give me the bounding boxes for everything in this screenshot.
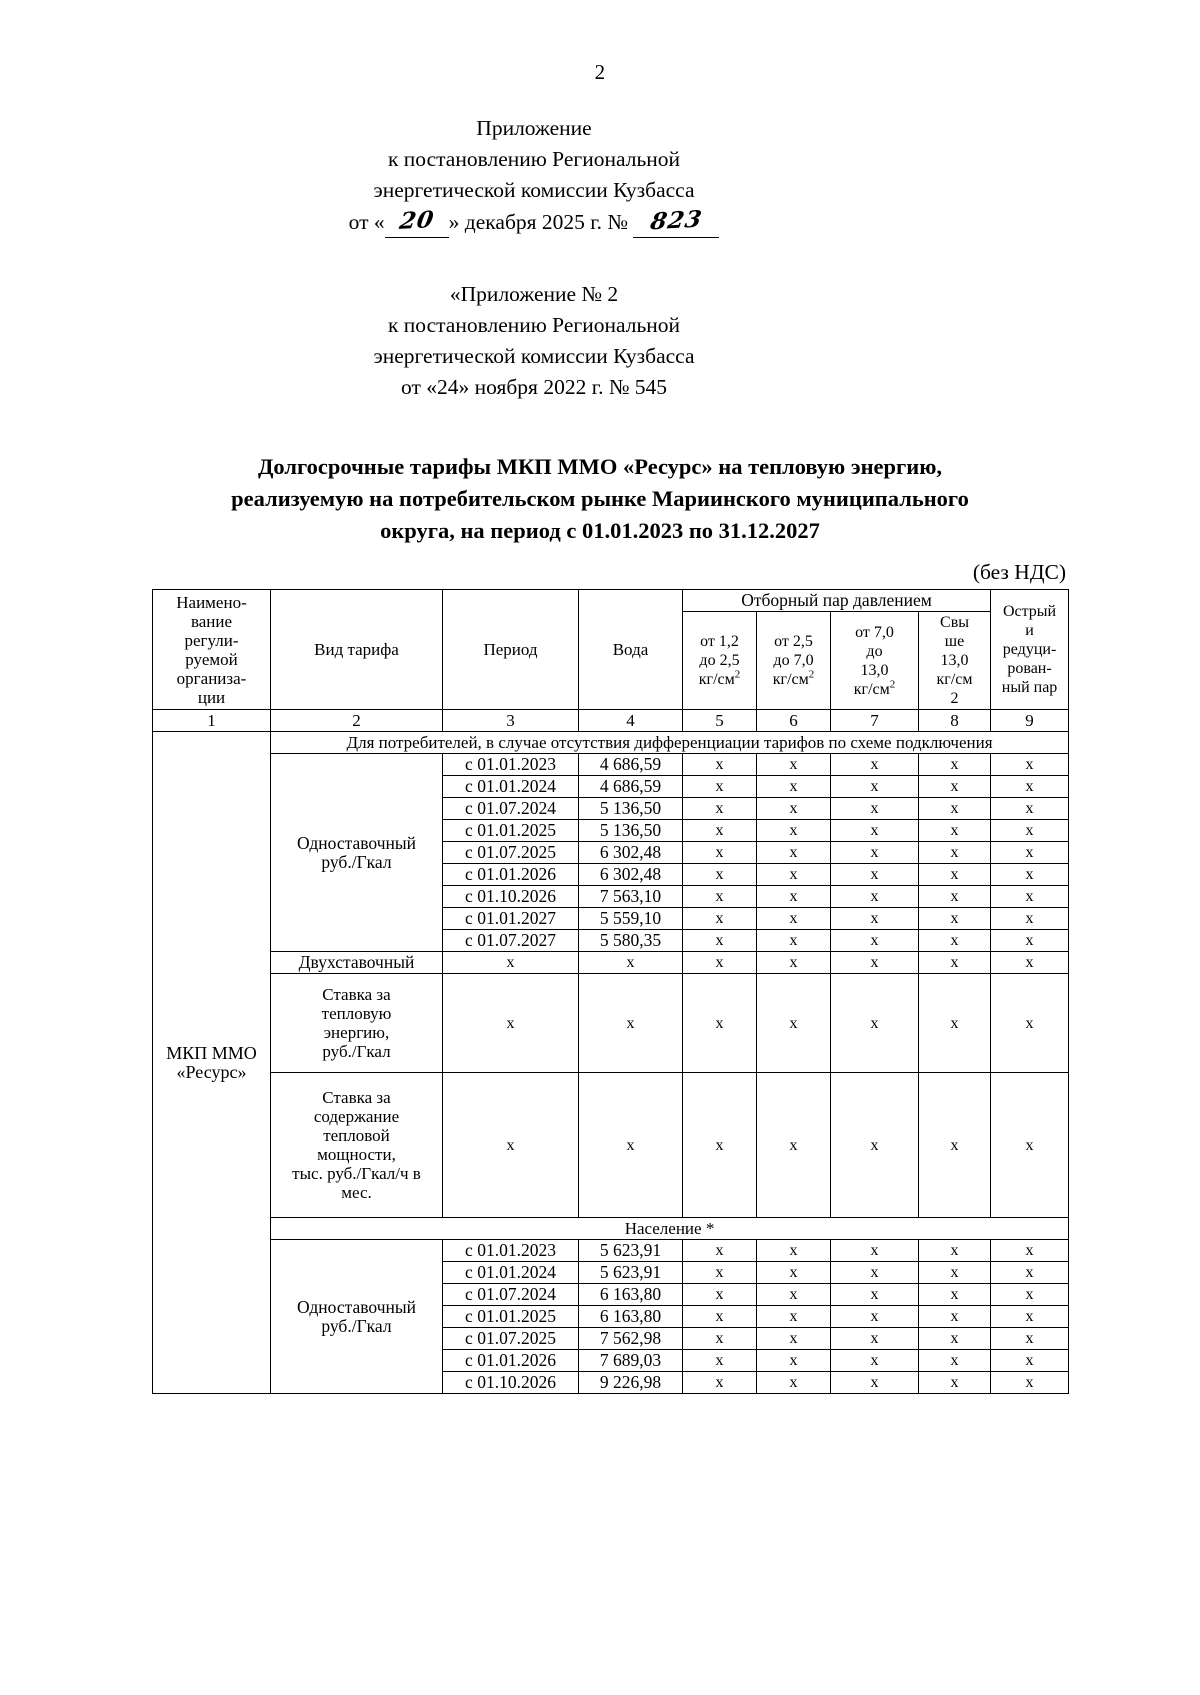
cell-water: 5 623,91 — [579, 1240, 683, 1262]
cell-water: x — [579, 1073, 683, 1218]
section-row-population — [153, 1218, 1069, 1240]
th-s1-line-1: от 1,2 — [700, 633, 739, 650]
cell-water: 4 686,59 — [579, 754, 683, 776]
cell-sharp-steam: x — [991, 1372, 1069, 1394]
cell-period: с 01.01.2026 — [443, 1350, 579, 1372]
table-row-energy-rate — [153, 974, 1069, 1073]
cell-steam-4: x — [919, 754, 991, 776]
cell-water: 5 623,91 — [579, 1262, 683, 1284]
cell-water: x — [579, 974, 683, 1073]
cell-steam-4: x — [919, 930, 991, 952]
cell-water: 7 563,10 — [579, 886, 683, 908]
cell-water: 7 689,03 — [579, 1350, 683, 1372]
cell-steam-4: x — [919, 1372, 991, 1394]
cell-water: 7 562,98 — [579, 1328, 683, 1350]
cell-tariff-type-single-consumers — [271, 754, 443, 952]
org-name-line-2: «Ресурс» — [176, 1061, 247, 1082]
document-title — [0, 451, 1200, 547]
cell-period: с 01.01.2023 — [443, 754, 579, 776]
tariff-table — [152, 589, 1069, 1394]
colnum-5: 5 — [683, 710, 757, 732]
cell-steam-1: x — [683, 842, 757, 864]
cell-steam-4: x — [919, 974, 991, 1073]
th-org-line-6: ции — [197, 687, 226, 707]
cell-steam-1: x — [683, 930, 757, 952]
colnum-2: 2 — [271, 710, 443, 732]
cell-sharp-steam: x — [991, 798, 1069, 820]
cell-sharp-steam: x — [991, 820, 1069, 842]
cell-steam-1: x — [683, 798, 757, 820]
cell-steam-1: x — [683, 776, 757, 798]
cell-steam-4: x — [919, 1073, 991, 1218]
header-blocks — [0, 113, 1200, 403]
cell-steam-3: x — [831, 952, 919, 974]
th-s4-line-1: Свы — [940, 614, 969, 631]
cell-steam-4: x — [919, 1328, 991, 1350]
cell-steam-3: x — [831, 1328, 919, 1350]
header-row-column-numbers — [153, 710, 1069, 732]
th-s3-line-2: до — [866, 642, 883, 660]
colnum-1: 1 — [153, 710, 271, 732]
handwritten-number-value: 823 — [648, 205, 705, 236]
cell-steam-4: x — [919, 1306, 991, 1328]
table-row-double-rate — [153, 952, 1069, 974]
cell-steam-1: x — [683, 886, 757, 908]
cell-organization-name — [153, 732, 271, 1394]
colnum-7: 7 — [831, 710, 919, 732]
tariff-type-line-1: Одноставочный — [297, 832, 416, 853]
original-appendix-label: «Приложение № 2 — [449, 282, 619, 306]
cell-steam-1: x — [683, 864, 757, 886]
cell-sharp-steam: x — [991, 1306, 1069, 1328]
tariff-type-line-1: Одноставочный — [297, 1296, 416, 1317]
cell-steam-2: x — [757, 1284, 831, 1306]
th-sharp-steam — [991, 590, 1069, 710]
cell-steam-3: x — [831, 1240, 919, 1262]
cell-steam-3: x — [831, 820, 919, 842]
th-steam-7-0-to-13-0 — [831, 612, 919, 710]
cell-steam-1: x — [683, 952, 757, 974]
appendix-reference-original — [0, 279, 1068, 403]
th-sharp-line-2: и — [1025, 622, 1034, 639]
th-steam-above-13-0 — [919, 612, 991, 710]
capacity-rate-line-3: тепловой — [323, 1126, 390, 1145]
cell-steam-4: x — [919, 820, 991, 842]
th-sharp-line-3: редуци- — [1002, 641, 1057, 658]
page-number: 2 — [594, 60, 606, 84]
cell-period: с 01.01.2026 — [443, 864, 579, 886]
cell-steam-3: x — [831, 1372, 919, 1394]
cell-water: 5 580,35 — [579, 930, 683, 952]
cell-period: с 01.07.2025 — [443, 842, 579, 864]
th-org-line-4: руемой — [185, 649, 238, 669]
cell-steam-4: x — [919, 776, 991, 798]
cell-period: с 01.10.2026 — [443, 1372, 579, 1394]
cell-period: с 01.01.2024 — [443, 776, 579, 798]
cell-sharp-steam: x — [991, 1262, 1069, 1284]
cell-steam-4: x — [919, 842, 991, 864]
cell-steam-2: x — [757, 1240, 831, 1262]
energy-rate-line-4: руб./Гкал — [322, 1042, 391, 1061]
cell-sharp-steam: x — [991, 886, 1069, 908]
cell-period: с 01.01.2024 — [443, 1262, 579, 1284]
th-org-line-3: регули- — [184, 630, 239, 650]
cell-steam-2: x — [757, 930, 831, 952]
energy-rate-line-3: энергию, — [323, 1023, 390, 1042]
cell-sharp-steam: x — [991, 864, 1069, 886]
cell-steam-3: x — [831, 908, 919, 930]
cell-sharp-steam: x — [991, 974, 1069, 1073]
th-organization — [153, 590, 271, 710]
cell-period: с 01.07.2025 — [443, 1328, 579, 1350]
cell-water: 4 686,59 — [579, 776, 683, 798]
tariff-type-line-2: руб./Гкал — [321, 1315, 392, 1336]
cell-period: x — [443, 952, 579, 974]
cell-steam-3: x — [831, 798, 919, 820]
org-name-line-1: МКП ММО — [166, 1042, 257, 1063]
th-org-line-5: организа- — [176, 668, 247, 688]
cell-steam-4: x — [919, 1350, 991, 1372]
table-row-capacity-rate — [153, 1073, 1069, 1218]
th-sharp-line-4: рован- — [1007, 660, 1052, 677]
table-head — [153, 590, 1069, 732]
cell-steam-2: x — [757, 798, 831, 820]
section-row-consumers — [153, 732, 1069, 754]
cell-water: 5 136,50 — [579, 798, 683, 820]
cell-steam-2: x — [757, 1306, 831, 1328]
cell-steam-2: x — [757, 886, 831, 908]
cell-steam-3: x — [831, 930, 919, 952]
header-row-main — [153, 590, 1069, 612]
cell-steam-1: x — [683, 820, 757, 842]
th-s4-line-3: 13,0 — [940, 652, 969, 669]
th-s2-line-2: до 7,0 — [773, 652, 814, 669]
cell-sharp-steam: x — [991, 930, 1069, 952]
cell-sharp-steam: x — [991, 1328, 1069, 1350]
cell-steam-1: x — [683, 1073, 757, 1218]
cell-steam-3: x — [831, 1306, 919, 1328]
cell-steam-2: x — [757, 1350, 831, 1372]
cell-period: с 01.07.2027 — [443, 930, 579, 952]
cell-sharp-steam: x — [991, 754, 1069, 776]
cell-steam-2: x — [757, 864, 831, 886]
handwritten-day-field — [385, 205, 449, 238]
cell-steam-2: x — [757, 820, 831, 842]
cell-steam-1: x — [683, 908, 757, 930]
cell-steam-3: x — [831, 864, 919, 886]
cell-water: 6 163,80 — [579, 1306, 683, 1328]
cell-steam-1: x — [683, 974, 757, 1073]
th-water: Вода — [579, 590, 683, 710]
cell-water: 5 559,10 — [579, 908, 683, 930]
th-org-line-1: Наимено- — [176, 592, 247, 612]
th-tariff-type: Вид тарифа — [271, 590, 443, 710]
date-middle: » декабря 2025 г. № — [448, 210, 628, 234]
cell-steam-4: x — [919, 798, 991, 820]
cell-steam-1: x — [683, 1240, 757, 1262]
cell-steam-1: x — [683, 1328, 757, 1350]
th-s2-sup: 2 — [808, 668, 815, 681]
th-s4-line-2: ше — [944, 633, 965, 650]
capacity-rate-line-5: тыс. руб./Гкал/ч в — [292, 1164, 421, 1183]
cell-steam-3: x — [831, 776, 919, 798]
cell-steam-3: x — [831, 842, 919, 864]
energy-rate-line-1: Ставка за — [322, 985, 391, 1004]
cell-sharp-steam: x — [991, 1284, 1069, 1306]
cell-steam-1: x — [683, 1350, 757, 1372]
energy-rate-line-2: тепловую — [321, 1004, 392, 1023]
cell-steam-1: x — [683, 1284, 757, 1306]
colnum-9: 9 — [991, 710, 1069, 732]
cell-steam-2: x — [757, 1328, 831, 1350]
th-s2-line-3: кг/см — [772, 671, 809, 688]
cell-steam-3: x — [831, 1073, 919, 1218]
cell-period: с 01.07.2024 — [443, 798, 579, 820]
cell-sharp-steam: x — [991, 842, 1069, 864]
decree-date-line — [0, 206, 1068, 239]
handwritten-day-value: 20 — [397, 206, 436, 235]
cell-tariff-type-energy-rate — [271, 974, 443, 1073]
date-prefix: от « — [348, 210, 385, 234]
th-s3-sup: 2 — [889, 678, 896, 691]
cell-period: с 01.07.2024 — [443, 1284, 579, 1306]
original-decree-date-line: от «24» ноября 2022 г. № 545 — [401, 375, 667, 399]
table-row — [153, 1240, 1069, 1262]
cell-steam-4: x — [919, 864, 991, 886]
th-s4-line-5: 2 — [950, 690, 959, 707]
capacity-rate-line-2: содержание — [313, 1107, 400, 1126]
capacity-rate-line-6: мес. — [341, 1183, 372, 1202]
th-s1-sup: 2 — [734, 668, 741, 681]
colnum-3: 3 — [443, 710, 579, 732]
section-label-population: Население * — [271, 1218, 1069, 1240]
th-steam-1-2-to-2-5 — [683, 612, 757, 710]
cell-steam-1: x — [683, 1306, 757, 1328]
colnum-8: 8 — [919, 710, 991, 732]
cell-steam-3: x — [831, 754, 919, 776]
title-line-1: Долгосрочные тарифы МКП ММО «Ресурс» на тепловую энергию, — [257, 454, 943, 479]
cell-sharp-steam: x — [991, 1240, 1069, 1262]
capacity-rate-line-4: мощности, — [317, 1145, 396, 1164]
vat-note: (без НДС) — [972, 560, 1066, 584]
cell-steam-2: x — [757, 842, 831, 864]
cell-steam-1: x — [683, 1262, 757, 1284]
tariff-type-line-2: руб./Гкал — [321, 851, 392, 872]
th-s3-line-4: кг/см — [853, 680, 890, 698]
cell-steam-4: x — [919, 908, 991, 930]
cell-tariff-type-capacity-rate — [271, 1073, 443, 1218]
cell-steam-4: x — [919, 952, 991, 974]
th-period: Период — [443, 590, 579, 710]
cell-steam-2: x — [757, 1073, 831, 1218]
colnum-6: 6 — [757, 710, 831, 732]
cell-period: с 01.10.2026 — [443, 886, 579, 908]
cell-period: x — [443, 1073, 579, 1218]
table-row — [153, 754, 1069, 776]
cell-period: с 01.01.2027 — [443, 908, 579, 930]
cell-water: 6 302,48 — [579, 864, 683, 886]
cell-water: 5 136,50 — [579, 820, 683, 842]
cell-steam-4: x — [919, 1284, 991, 1306]
th-s3-line-1: от 7,0 — [855, 623, 894, 641]
cell-steam-3: x — [831, 974, 919, 1073]
th-steam-group: Отборный пар давлением — [683, 590, 991, 612]
cell-steam-4: x — [919, 1240, 991, 1262]
title-line-2: реализуемую на потребительском рынке Мариинского муниципального — [231, 486, 969, 511]
th-steam-2-5-to-7-0 — [757, 612, 831, 710]
appendix-reference-current — [0, 113, 1068, 239]
tariff-table-wrapper — [0, 589, 1200, 1394]
cell-steam-2: x — [757, 754, 831, 776]
cell-water: 6 163,80 — [579, 1284, 683, 1306]
cell-sharp-steam: x — [991, 908, 1069, 930]
cell-steam-1: x — [683, 1372, 757, 1394]
th-s2-line-1: от 2,5 — [774, 633, 813, 650]
cell-sharp-steam: x — [991, 1350, 1069, 1372]
cell-steam-2: x — [757, 1372, 831, 1394]
colnum-4: 4 — [579, 710, 683, 732]
capacity-rate-line-1: Ставка за — [322, 1088, 391, 1107]
cell-period: с 01.01.2025 — [443, 1306, 579, 1328]
th-sharp-line-5: ный пар — [1001, 679, 1058, 696]
original-decree-line-1: к постановлению Региональной — [387, 313, 681, 337]
cell-steam-2: x — [757, 952, 831, 974]
cell-sharp-steam: x — [991, 952, 1069, 974]
cell-sharp-steam: x — [991, 1073, 1069, 1218]
cell-sharp-steam: x — [991, 776, 1069, 798]
cell-period: с 01.01.2025 — [443, 820, 579, 842]
th-s4-line-4: кг/см — [936, 671, 973, 688]
title-line-3: округа, на период с 01.01.2023 по 31.12.2027 — [380, 518, 820, 543]
th-s1-line-3: кг/см — [698, 671, 735, 688]
th-sharp-line-1: Острый — [1002, 603, 1057, 620]
cell-water: 6 302,48 — [579, 842, 683, 864]
cell-steam-3: x — [831, 1262, 919, 1284]
original-decree-line-2: энергетической комиссии Кузбасса — [373, 344, 695, 368]
cell-period: с 01.01.2023 — [443, 1240, 579, 1262]
cell-steam-2: x — [757, 908, 831, 930]
cell-steam-3: x — [831, 886, 919, 908]
section-label-consumers: Для потребителей, в случае отсутствия дифференциации тарифов по схеме подключения — [271, 732, 1069, 754]
cell-steam-2: x — [757, 776, 831, 798]
cell-steam-4: x — [919, 886, 991, 908]
cell-steam-1: x — [683, 754, 757, 776]
appendix-label: Приложение — [476, 116, 592, 140]
cell-steam-4: x — [919, 1262, 991, 1284]
cell-steam-3: x — [831, 1284, 919, 1306]
cell-water: 9 226,98 — [579, 1372, 683, 1394]
decree-line-2: энергетической комиссии Кузбасса — [373, 178, 695, 202]
cell-steam-3: x — [831, 1350, 919, 1372]
cell-water: x — [579, 952, 683, 974]
cell-steam-2: x — [757, 974, 831, 1073]
cell-tariff-type-single-population — [271, 1240, 443, 1394]
decree-line-1: к постановлению Региональной — [387, 147, 681, 171]
cell-tariff-type-double: Двухставочный — [271, 952, 443, 974]
handwritten-number-field — [633, 205, 719, 238]
table-body — [153, 732, 1069, 1394]
cell-period: x — [443, 974, 579, 1073]
th-org-line-2: вание — [190, 611, 233, 631]
th-s1-line-2: до 2,5 — [699, 652, 740, 669]
cell-steam-2: x — [757, 1262, 831, 1284]
th-s3-line-3: 13,0 — [860, 661, 889, 679]
